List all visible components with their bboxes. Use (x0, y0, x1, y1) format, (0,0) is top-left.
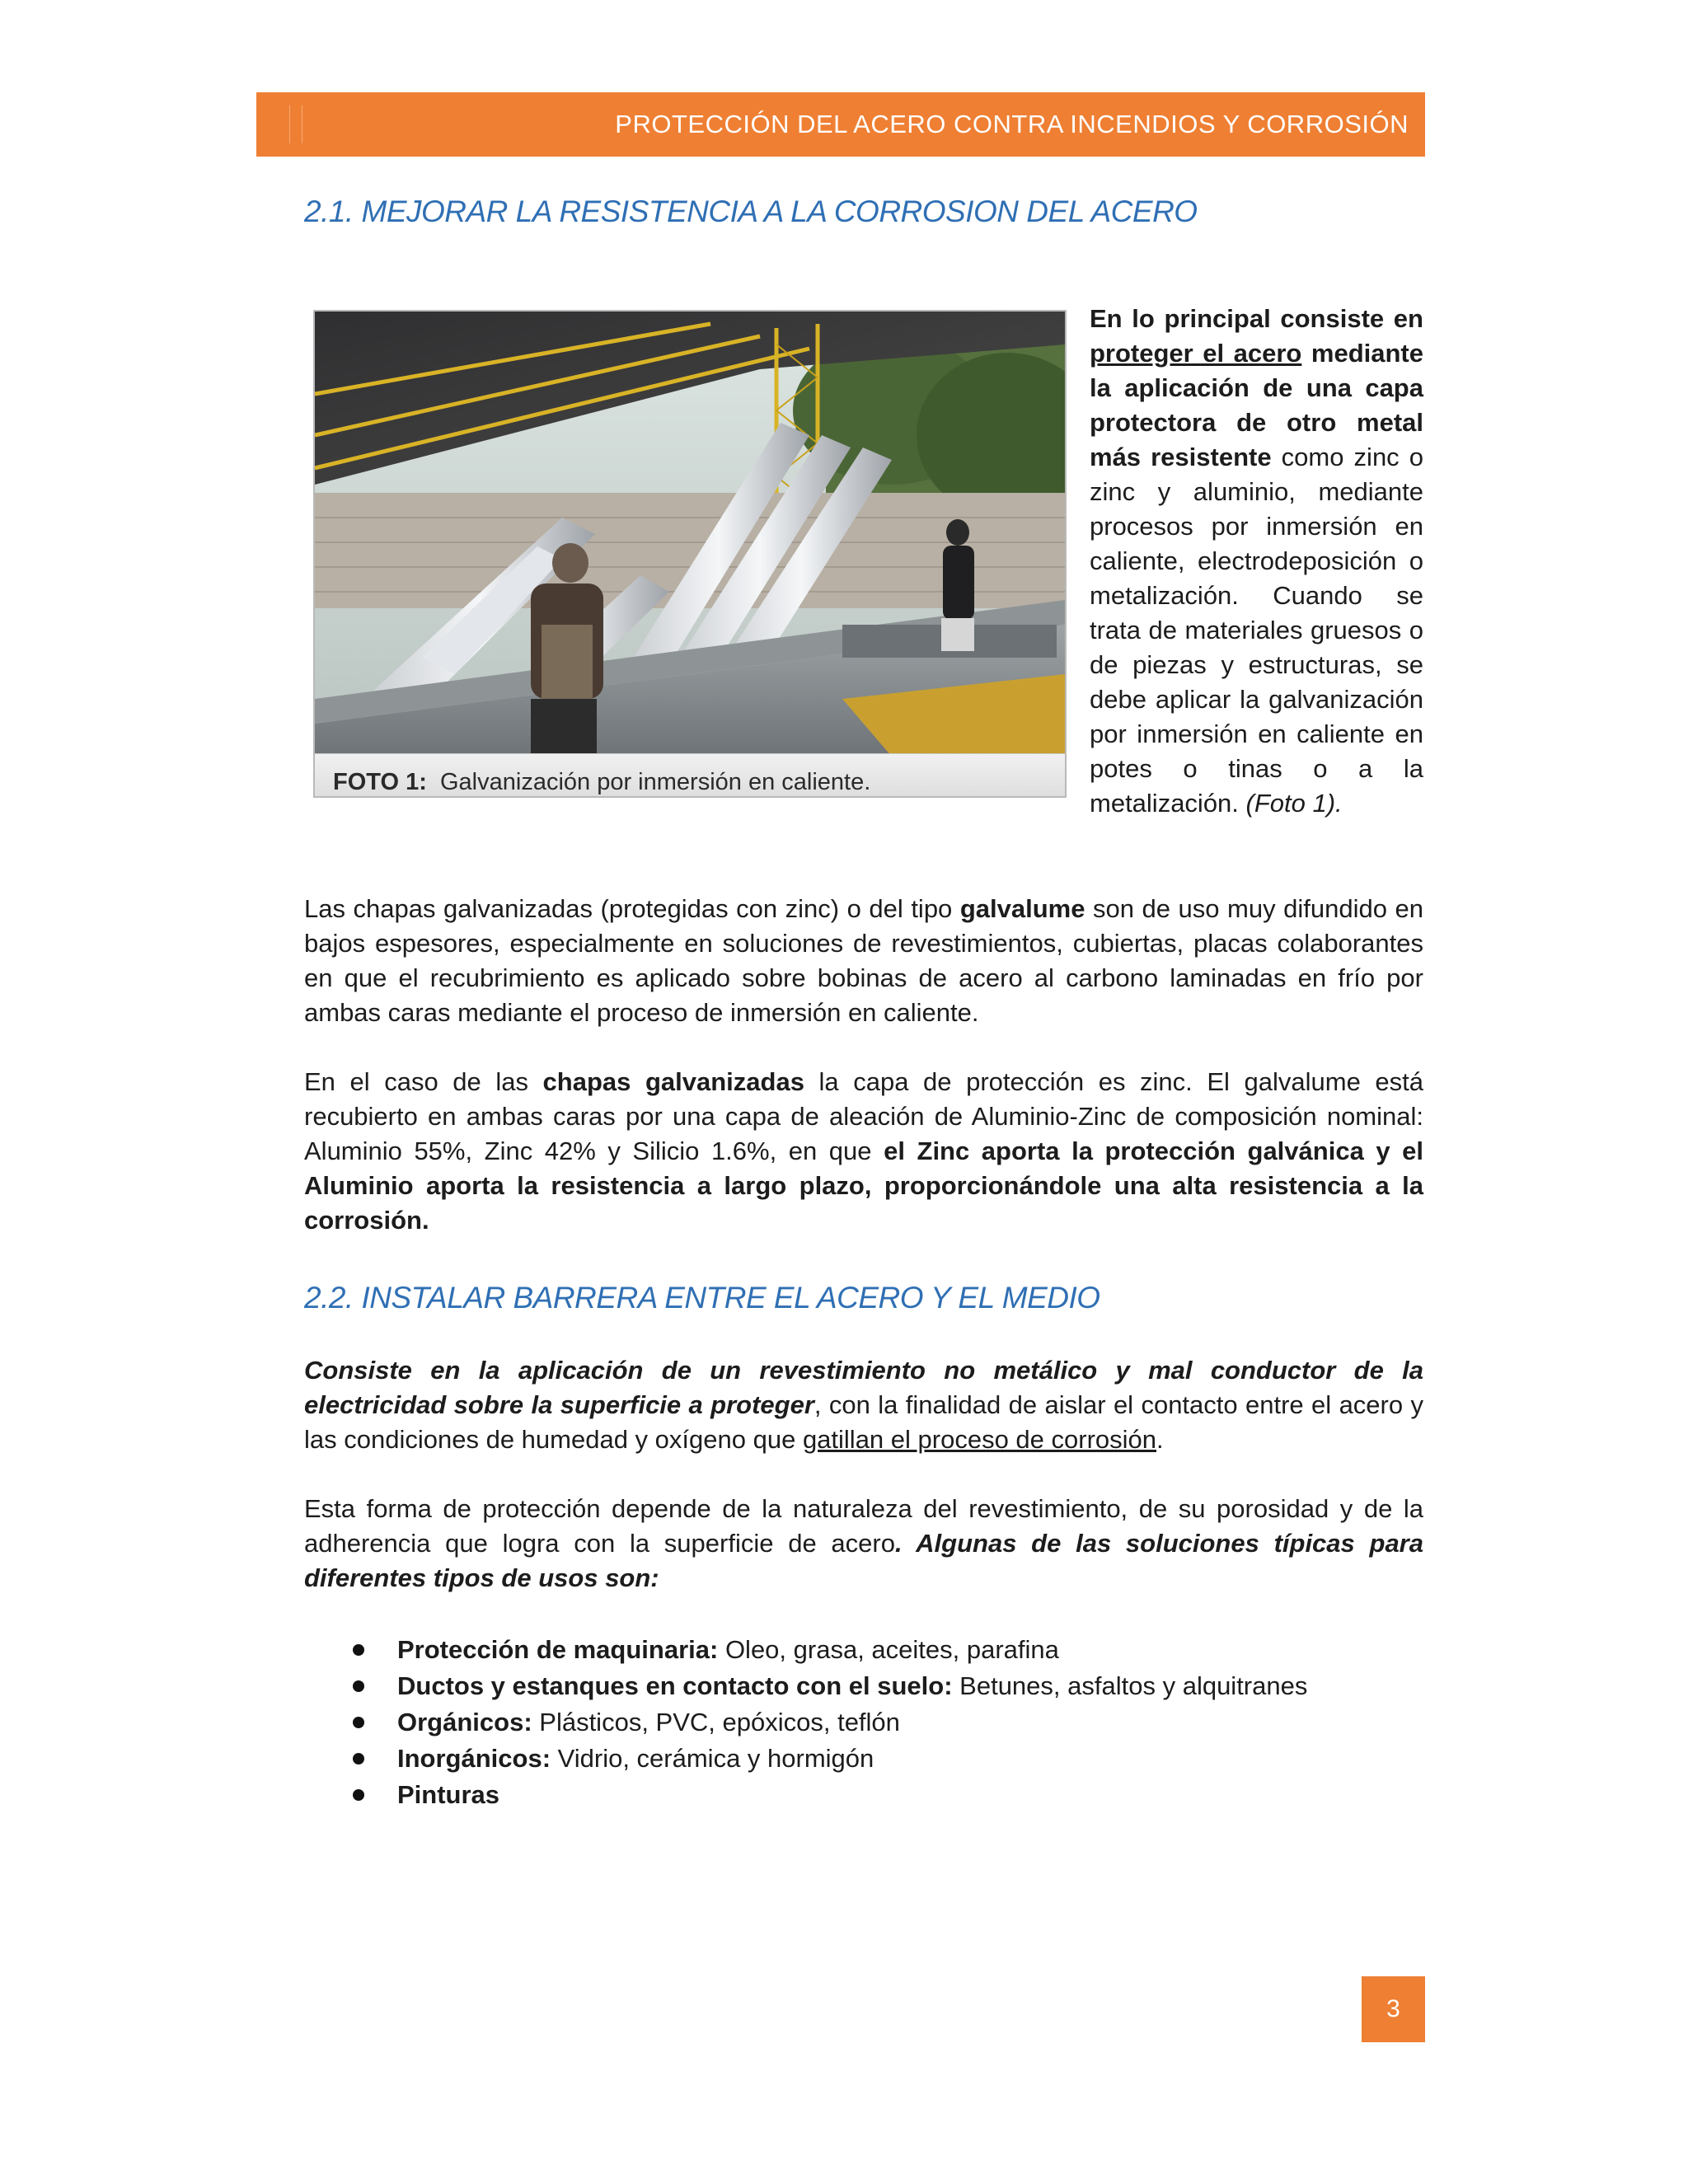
header-title: PROTECCIÓN DEL ACERO CONTRA INCENDIOS Y CORROSIÓN (615, 110, 1409, 138)
side-text-1: como zinc o zinc y aluminio, mediante procesos por inmersión en caliente, electrodeposición o metalización. Cuando se trata de materiales gruesos o de piezas y estructuras, se debe aplicar la galvanización por inmersión en caliente en potes o tinas o a la metalización. (1090, 443, 1423, 818)
side-underline-1: proteger el acero (1090, 339, 1302, 368)
bullet-icon (353, 1717, 364, 1728)
s2p1-text-2: . (1156, 1425, 1164, 1454)
s2p2-text-1: Esta forma de protección depende de la naturaleza del revestimiento, de su porosidad y de la adherencia que logra con la superficie de acero (304, 1494, 1423, 1558)
p1-bold-1: galvalume (959, 894, 1085, 923)
bullet-icon (353, 1644, 364, 1656)
photo-galvanization (313, 310, 1067, 798)
page-number: 3 (1362, 1976, 1425, 2042)
p2-bold-1: chapas galvanizadas (542, 1067, 804, 1096)
paragraph-chapas (304, 1065, 1423, 1238)
bullet-icon (353, 1680, 364, 1692)
list-item-label: Ductos y estanques en contacto con el suelo: (397, 1671, 953, 1700)
paragraph-forma-proteccion (304, 1492, 1423, 1596)
side-bold-1: En lo principal consiste en (1090, 304, 1423, 333)
photo-caption-text: Galvanización por inmersión en caliente. (440, 769, 871, 795)
photo-caption-label: FOTO 1: (333, 769, 427, 795)
solutions-list (346, 1632, 1307, 1813)
list-item-label: Protección de maquinaria: (397, 1635, 719, 1664)
list-item (346, 1741, 1307, 1777)
list-item (346, 1777, 1307, 1813)
list-item-label: Pinturas (397, 1780, 500, 1809)
bullet-icon (353, 1753, 364, 1765)
s2p1-bold-italic-1: Consiste en la aplicación de un revestimiento no metálico y mal conductor de la electricidad sobre la superficie a proteger (304, 1356, 1423, 1419)
section-title-2-2: 2.2. INSTALAR BARRERA ENTRE EL ACERO Y EL MEDIO (304, 1281, 1100, 1315)
bullet-icon (353, 1789, 364, 1801)
p1-text-2: son de uso muy difundido en bajos espesores, especialmente en soluciones de revestimientos, cubiertas, placas colaborantes en que el recubrimiento es aplicado sobre bobinas de acero al carbono laminadas en frío por ambas caras mediante el proceso de inmersión en caliente. (304, 894, 1423, 1027)
p2-text-1: En el caso de las (304, 1067, 543, 1096)
list-item-label: Orgánicos: (397, 1708, 532, 1736)
s2p2-bold-italic-1: . Algunas de las soluciones típicas para diferentes tipos de usos son: (304, 1529, 1423, 1592)
side-italic-1: (Foto 1). (1245, 789, 1343, 818)
paragraph-galvalume (304, 892, 1423, 1030)
s2p1-underline-1: gatillan el proceso de corrosión (802, 1425, 1157, 1454)
list-item (346, 1704, 1307, 1741)
photo-caption-strip (315, 753, 1065, 797)
side-bold-2: mediante la aplicación de una capa protectora de otro metal más resistente (1090, 339, 1423, 471)
list-item-text: Betunes, asfaltos y alquitranes (952, 1671, 1308, 1700)
side-paragraph (1090, 302, 1423, 821)
list-item-text: Vidrio, cerámica y hormigón (551, 1744, 874, 1773)
p2-bold-2: el Zinc aporta la protección galvánica y el Aluminio aporta la resistencia a largo plazo, proporcionándole una alta resistencia a la corrosión. (304, 1137, 1424, 1235)
s2p1-text-1: , con la finalidad de aislar el contacto entre el acero y las condiciones de humedad y oxígeno que (304, 1390, 1423, 1454)
list-item (346, 1668, 1307, 1704)
header-decoration (289, 105, 302, 143)
section-title-2-1: 2.1. MEJORAR LA RESISTENCIA A LA CORROSION DEL ACERO (304, 194, 1198, 228)
list-item-text: Plásticos, PVC, epóxicos, teflón (532, 1708, 900, 1736)
p1-text-1: Las chapas galvanizadas (protegidas con zinc) o del tipo (304, 894, 960, 923)
page-header-bar (256, 92, 1425, 157)
list-item-text: Oleo, grasa, aceites, parafina (718, 1635, 1059, 1664)
list-item-label: Inorgánicos: (397, 1744, 551, 1773)
paragraph-barrera (304, 1353, 1423, 1457)
list-item (346, 1632, 1307, 1668)
galvanization-photo-image (315, 312, 1065, 757)
photo-caption (333, 769, 870, 796)
p2-text-2: la capa de protección es zinc. El galvalume está recubierto en ambas caras por una capa de aleación de Aluminio-Zinc de composición nominal: Aluminio 55%, Zinc 42% y Silicio 1.6%, en que (304, 1067, 1423, 1165)
